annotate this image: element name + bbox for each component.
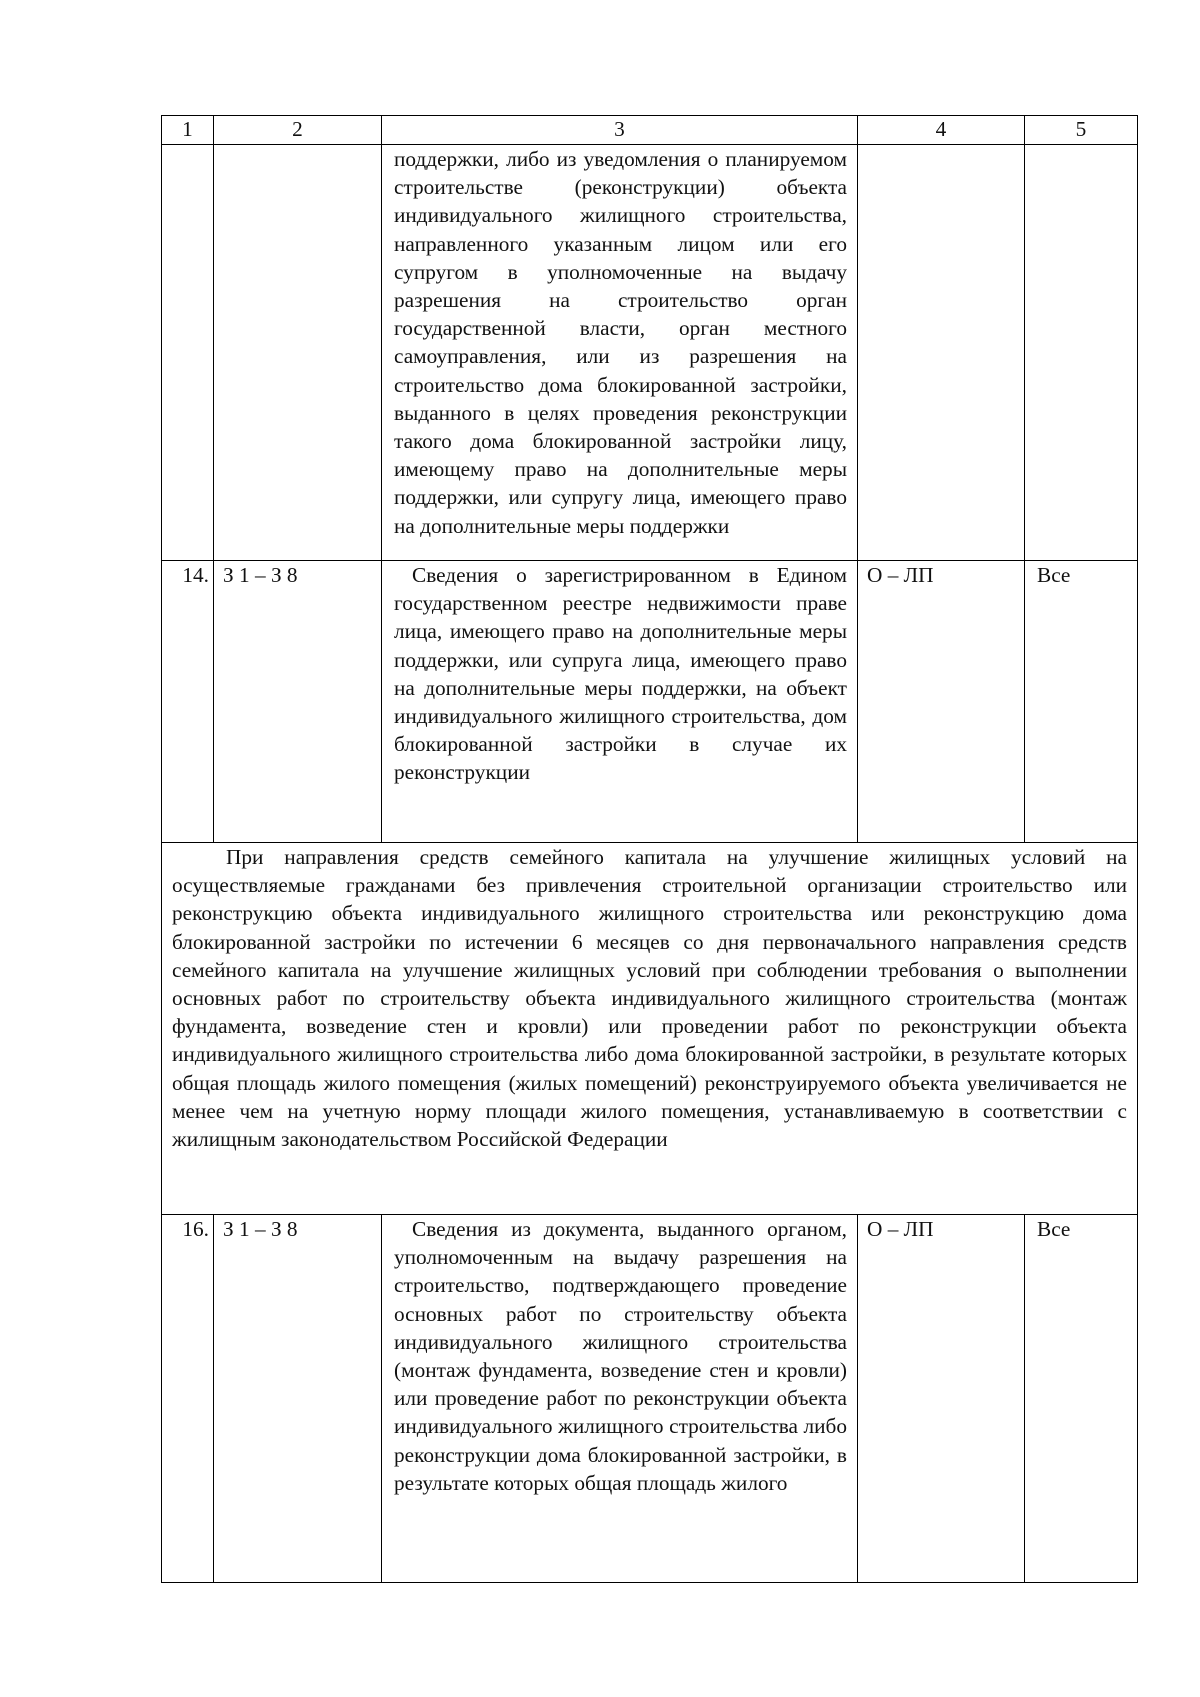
table-row-16 — [162, 1215, 1138, 1583]
table-row-continuation — [162, 145, 1138, 561]
row-number: 16. — [162, 1215, 214, 1583]
row-scope: Все — [1025, 561, 1138, 843]
header-cell-3: 3 — [382, 116, 858, 145]
cell-empty-type — [858, 145, 1025, 561]
cell-empty-num — [162, 145, 214, 561]
row-scope: Все — [1025, 1215, 1138, 1583]
continuation-text: поддержки, либо из уведомления о планируемом строительстве (реконструкции) объекта индивидуального жилищного строительства, направленного указанным лицом или его супругом в уполномоченные на выдачу разрешения на строительство орган государственной власти, орган местного самоуправления, или из разрешения на строительство дома блокированной застройки, выданного в целях проведения реконструкции такого дома блокированной застройки лицу, имеющему право на дополнительные меры поддержки, или супругу лица, имеющего право на дополнительные меры поддержки — [394, 147, 847, 538]
row-description — [382, 561, 858, 843]
row-type: О – ЛП — [858, 561, 1025, 843]
table-header-row — [162, 116, 1138, 145]
section-note-cell — [162, 843, 1138, 1215]
data-table — [161, 115, 1138, 1583]
row-code: З 1 – З 8 — [214, 1215, 382, 1583]
cell-empty-scope — [1025, 145, 1138, 561]
cell-empty-code — [214, 145, 382, 561]
table-section-row — [162, 843, 1138, 1215]
row-description-text: Сведения из документа, выданного органом, уполномоченным на выдачу разрешения на строительство, подтверждающего проведение основных работ по строительству объекта индивидуального жилищного строительства (монтаж фундамента, возведение стен и кровли) или проведение работ по реконструкции объекта индивидуального жилищного строительства либо реконструкции дома блокированной застройки, в результате которых общая площадь жилого — [394, 1217, 847, 1495]
row-description-text: Сведения о зарегистрированном в Едином государственном реестре недвижимости праве лица, имеющего право на дополнительные меры поддержки, или супруга лица, имеющего право на дополнительные меры поддержки, на объект индивидуального жилищного строительства, дом блокированной застройки в случае их реконструкции — [394, 563, 847, 785]
row-number: 14. — [162, 561, 214, 843]
row-code: З 1 – З 8 — [214, 561, 382, 843]
row-description — [382, 1215, 858, 1583]
header-cell-5: 5 — [1025, 116, 1138, 145]
header-cell-4: 4 — [858, 116, 1025, 145]
table-row-14 — [162, 561, 1138, 843]
row-type: О – ЛП — [858, 1215, 1025, 1583]
cell-continuation-text — [382, 145, 858, 561]
header-cell-1: 1 — [162, 116, 214, 145]
header-cell-2: 2 — [214, 116, 382, 145]
section-note-text: При направления средств семейного капитала на улучшение жилищных условий на осуществляемые гражданами без привлечения строительной организации строительство или реконструкцию объекта индивидуального жилищного строительства или реконструкцию дома блокированной застройки по истечении 6 месяцев со дня первоначального направления средств семейного капитала на улучшение жилищных условий при соблюдении требования о выполнении основных работ по строительству объекта индивидуального жилищного строительства (монтаж фундамента, возведение стен и кровли) или проведении работ по реконструкции объекта индивидуального жилищного строительства либо дома блокированной застройки, в результате которых общая площадь жилого помещения (жилых помещений) реконструируемого объекта увеличивается не менее чем на учетную норму площади жилого помещения, устанавливаемую в соответствии с жилищным законодательством Российской Федерации — [172, 845, 1127, 1152]
